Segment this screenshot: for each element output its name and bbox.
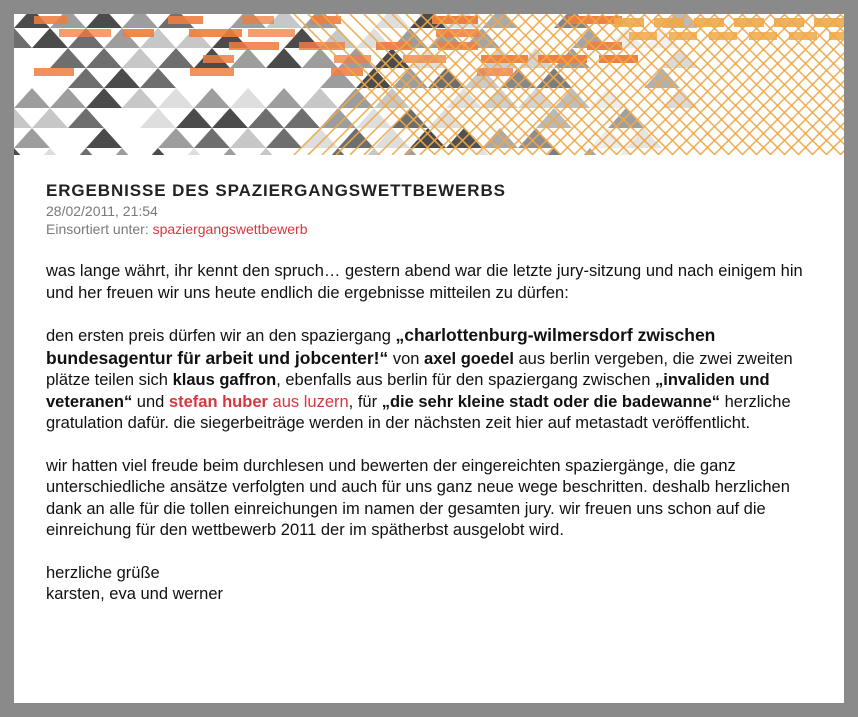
- paragraph-intro: was lange währt, ihr kennt den spruch… gestern abend war die letzte jury-sitzung und nach einigem hin und her freuen wir uns heute endlich die ergebnisse mitteilen zu dürfen:: [46, 262, 803, 302]
- text-segment: , für: [348, 392, 382, 411]
- text-segment: herzliche gratulation dafür. die siegerbeiträge werden in der nächsten zeit hier auf metastadt veröffentlicht.: [46, 392, 791, 432]
- text-segment: den ersten preis dürfen wir an den spaziergang: [46, 327, 396, 345]
- author-klaus-gaffron: klaus gaffron: [172, 371, 277, 389]
- post-body: [46, 261, 816, 606]
- page-frame: [14, 14, 844, 703]
- banner-pattern: [14, 14, 844, 155]
- blog-post: [46, 180, 816, 606]
- third-walk-title: „die sehr kleine stadt oder die badewanne“: [381, 392, 721, 411]
- second-walk-title: „invaliden und veteranen“: [46, 371, 770, 411]
- paragraph-thanks: wir hatten viel freude beim durchlesen und bewerten der eingereichten spaziergänge, die ganz unterschiedliche ansätze verfolgten und auch für uns ganz neue wege beschritten. deshalb herzlichen dank an alle für die tollen einreichungen im namen der gesamten jury. wir freuen uns schon auf die einreichung für den wettbewerb 2011 der im spätherbst ausgelobt wird.: [46, 456, 790, 539]
- text-segment: von: [388, 349, 425, 368]
- text-segment: und: [132, 392, 169, 411]
- author-stefan-huber-link[interactable]: [169, 393, 349, 411]
- text-segment: , ebenfalls aus berlin für den spaziergang zwischen: [276, 371, 655, 389]
- signoff-greeting: herzliche grüße: [46, 563, 160, 582]
- signoff-names: karsten, eva und werner: [46, 585, 224, 603]
- category-link[interactable]: spaziergangswettbewerb: [152, 221, 308, 237]
- winning-walk-title: „charlottenburg-wilmersdorf zwischen bundesagentur für arbeit und jobcenter!“: [46, 325, 716, 368]
- author-place: aus luzern: [267, 392, 349, 411]
- author-axel-goedel: axel goedel: [424, 349, 514, 368]
- category-label: Einsortiert unter:: [46, 221, 149, 237]
- author-stefan-huber: stefan huber: [168, 392, 268, 411]
- text-segment: aus berlin vergeben, die zwei zweiten plätze teilen sich: [46, 349, 793, 389]
- header-banner-image: [14, 14, 844, 155]
- paragraph-results: [46, 325, 816, 435]
- post-category-line: [46, 220, 816, 238]
- post-title: ERGEBNISSE DES SPAZIERGANGSWETTBEWERBS: [46, 181, 506, 200]
- post-date: 28/02/2011, 21:54: [46, 203, 158, 219]
- signoff: [46, 563, 816, 606]
